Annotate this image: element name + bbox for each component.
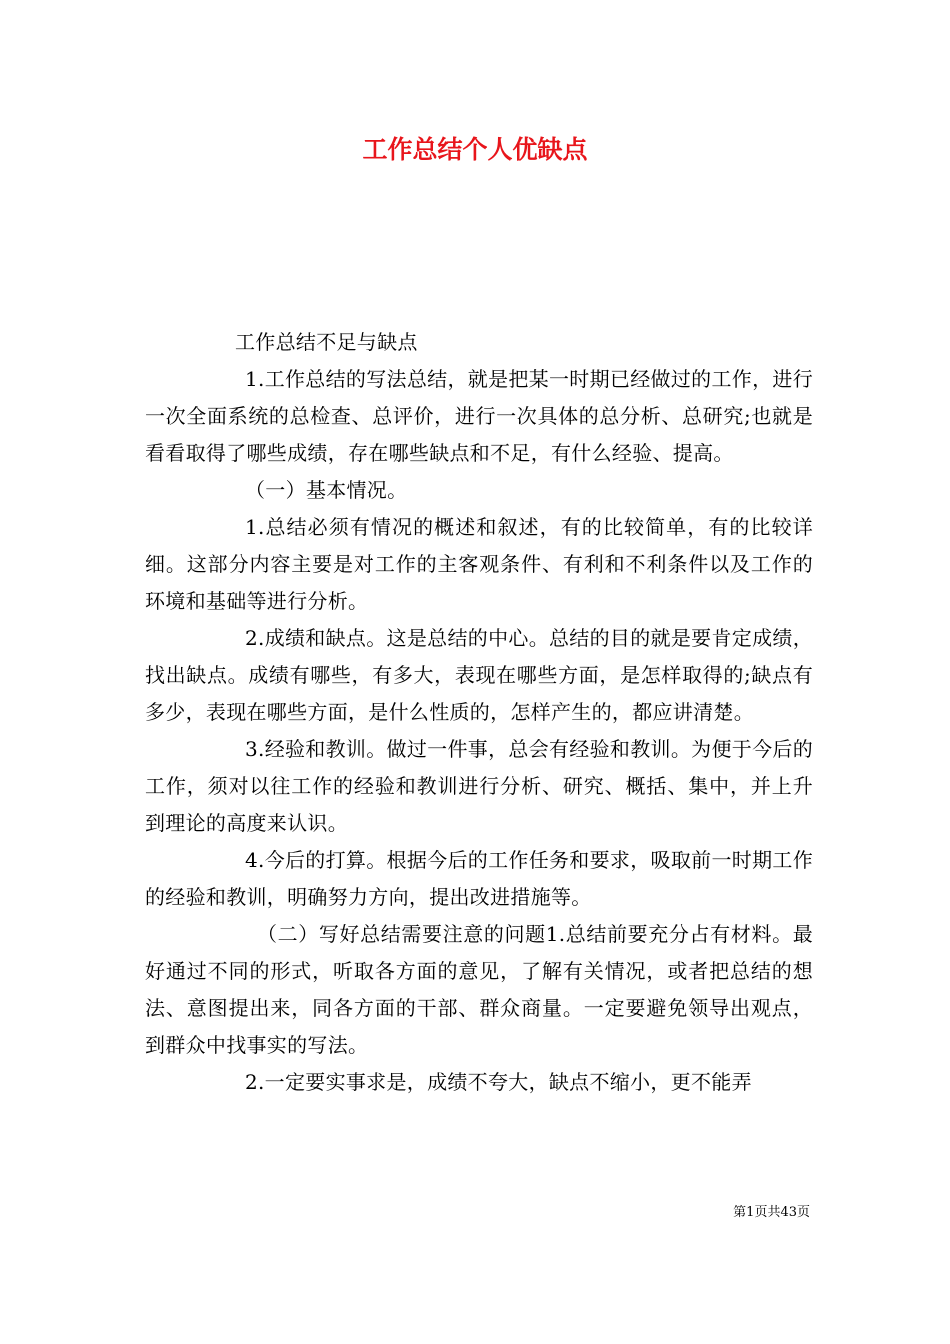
page-footer: 第1页共43页 xyxy=(733,1205,810,1220)
paragraph-basic-situation: （一）基本情况。 xyxy=(245,478,408,502)
paragraph-4: 3.经验和教训。做过一件事，总会有经验和教训。为便于今后的工作，须对以往工作的经验和教训进行分析、研究、概括、集中，并上升到理论的高度来认识。 xyxy=(145,737,813,835)
paragraph-3: 2.成绩和缺点。这是总结的中心。总结的目的就是要肯定成绩，找出缺点。成绩有哪些，有多大，表现在哪些方面，是怎样取得的;缺点有多少，表现在哪些方面，是什么性质的，怎样产生的，都应讲清楚。 xyxy=(145,626,813,724)
document-title: 工作总结个人优缺点 xyxy=(362,135,588,164)
paragraph-1: 1.工作总结的写法总结，就是把某一时期已经做过的工作，进行一次全面系统的总检查、总评价，进行一次具体的总分析、总研究;也就是看看取得了哪些成绩，存在哪些缺点和不足，有什么经验、提高。 xyxy=(145,367,813,465)
paragraph-5: 4.今后的打算。根据今后的工作任务和要求，吸取前一时期工作的经验和教训，明确努力方向，提出改进措施等。 xyxy=(145,848,813,909)
section-heading: 工作总结不足与缺点 xyxy=(235,330,418,354)
paragraph-6: （二）写好总结需要注意的问题1.总结前要充分占有材料。最好通过不同的形式，听取各方面的意见，了解有关情况，或者把总结的想法、意图提出来，同各方面的干部、群众商量。一定要避免领导出观点，到群众中找事实的写法。 xyxy=(145,922,813,1057)
paragraph-2: 1.总结必须有情况的概述和叙述，有的比较简单，有的比较详细。这部分内容主要是对工作的主客观条件、有利和不利条件以及工作的环境和基础等进行分析。 xyxy=(145,515,813,613)
document-body xyxy=(145,324,813,1101)
paragraph-7: 2.一定要实事求是，成绩不夸大，缺点不缩小，更不能弄 xyxy=(245,1070,752,1094)
